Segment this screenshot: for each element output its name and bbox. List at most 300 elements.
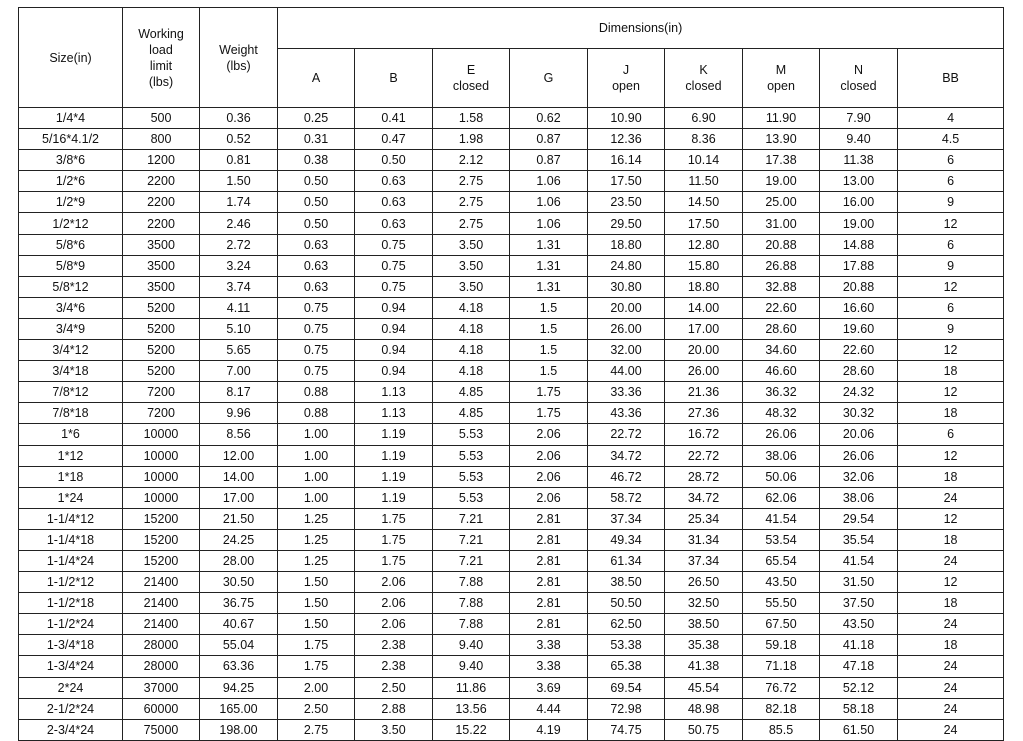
cell-b: 0.94 [355, 318, 433, 339]
cell-working-load-limit: 28000 [123, 656, 200, 677]
cell-j-open: 26.00 [588, 318, 665, 339]
cell-g: 0.87 [510, 150, 588, 171]
cell-a: 1.00 [278, 445, 355, 466]
cell-e-closed: 4.85 [433, 403, 510, 424]
cell-size: 1-1/2*24 [19, 614, 123, 635]
table-row [19, 213, 1004, 234]
cell-e-closed: 3.50 [433, 234, 510, 255]
cell-bb: 6 [898, 234, 1004, 255]
cell-weight: 21.50 [200, 508, 278, 529]
cell-working-load-limit: 15200 [123, 550, 200, 571]
cell-k-closed: 25.34 [665, 508, 743, 529]
cell-working-load-limit: 7200 [123, 382, 200, 403]
cell-m-open: 76.72 [743, 677, 820, 698]
table-row [19, 234, 1004, 255]
table-row [19, 382, 1004, 403]
cell-working-load-limit: 7200 [123, 403, 200, 424]
cell-weight: 0.52 [200, 129, 278, 150]
cell-g: 2.81 [510, 508, 588, 529]
cell-m-open: 32.88 [743, 276, 820, 297]
cell-j-open: 16.14 [588, 150, 665, 171]
cell-k-closed: 6.90 [665, 108, 743, 129]
cell-size: 1/2*12 [19, 213, 123, 234]
cell-working-load-limit: 5200 [123, 340, 200, 361]
cell-a: 1.25 [278, 529, 355, 550]
dimensions-table [18, 7, 1004, 741]
cell-a: 2.50 [278, 698, 355, 719]
cell-weight: 5.10 [200, 318, 278, 339]
cell-size: 1*6 [19, 424, 123, 445]
cell-e-closed: 2.75 [433, 213, 510, 234]
cell-bb: 9 [898, 255, 1004, 276]
cell-g: 1.06 [510, 171, 588, 192]
cell-weight: 198.00 [200, 719, 278, 740]
table-row [19, 129, 1004, 150]
cell-n-closed: 22.60 [820, 340, 898, 361]
cell-m-open: 34.60 [743, 340, 820, 361]
cell-m-open: 31.00 [743, 213, 820, 234]
cell-k-closed: 14.50 [665, 192, 743, 213]
cell-e-closed: 5.53 [433, 487, 510, 508]
cell-m-open: 41.54 [743, 508, 820, 529]
cell-k-closed: 38.50 [665, 614, 743, 635]
cell-k-closed: 34.72 [665, 487, 743, 508]
cell-size: 3/4*9 [19, 318, 123, 339]
cell-size: 5/8*6 [19, 234, 123, 255]
table-row [19, 171, 1004, 192]
cell-working-load-limit: 5200 [123, 318, 200, 339]
cell-a: 2.00 [278, 677, 355, 698]
cell-b: 0.50 [355, 150, 433, 171]
cell-a: 0.63 [278, 255, 355, 276]
cell-e-closed: 9.40 [433, 635, 510, 656]
cell-g: 1.5 [510, 318, 588, 339]
cell-size: 1-1/2*18 [19, 593, 123, 614]
cell-b: 1.13 [355, 403, 433, 424]
cell-j-open: 58.72 [588, 487, 665, 508]
cell-size: 3/4*6 [19, 297, 123, 318]
cell-weight: 94.25 [200, 677, 278, 698]
cell-working-load-limit: 15200 [123, 529, 200, 550]
cell-b: 1.19 [355, 487, 433, 508]
cell-e-closed: 5.53 [433, 466, 510, 487]
size-header: Size(in) [19, 8, 123, 108]
table-row [19, 424, 1004, 445]
cell-n-closed: 28.60 [820, 361, 898, 382]
table-row [19, 466, 1004, 487]
cell-j-open: 12.36 [588, 129, 665, 150]
cell-e-closed: 4.18 [433, 297, 510, 318]
table-row [19, 550, 1004, 571]
cell-weight: 9.96 [200, 403, 278, 424]
cell-e-closed: 4.18 [433, 361, 510, 382]
cell-working-load-limit: 75000 [123, 719, 200, 740]
cell-bb: 12 [898, 213, 1004, 234]
table-row [19, 340, 1004, 361]
table-row [19, 529, 1004, 550]
cell-a: 2.75 [278, 719, 355, 740]
cell-g: 1.31 [510, 255, 588, 276]
cell-a: 0.75 [278, 318, 355, 339]
cell-n-closed: 61.50 [820, 719, 898, 740]
table-row [19, 635, 1004, 656]
cell-b: 0.94 [355, 297, 433, 318]
cell-size: 2-3/4*24 [19, 719, 123, 740]
cell-b: 0.75 [355, 276, 433, 297]
table-row [19, 192, 1004, 213]
dim-header-m-open: M open [743, 49, 820, 108]
cell-working-load-limit: 37000 [123, 677, 200, 698]
cell-g: 2.81 [510, 572, 588, 593]
cell-n-closed: 16.00 [820, 192, 898, 213]
cell-g: 2.81 [510, 593, 588, 614]
cell-size: 1*18 [19, 466, 123, 487]
cell-k-closed: 21.36 [665, 382, 743, 403]
table-row [19, 508, 1004, 529]
table-row [19, 150, 1004, 171]
cell-a: 0.88 [278, 403, 355, 424]
cell-size: 2-1/2*24 [19, 698, 123, 719]
cell-m-open: 22.60 [743, 297, 820, 318]
cell-m-open: 26.88 [743, 255, 820, 276]
cell-m-open: 46.60 [743, 361, 820, 382]
cell-e-closed: 7.88 [433, 614, 510, 635]
cell-bb: 24 [898, 677, 1004, 698]
cell-j-open: 43.36 [588, 403, 665, 424]
cell-g: 1.5 [510, 297, 588, 318]
cell-k-closed: 16.72 [665, 424, 743, 445]
cell-n-closed: 29.54 [820, 508, 898, 529]
cell-m-open: 19.00 [743, 171, 820, 192]
cell-m-open: 59.18 [743, 635, 820, 656]
cell-weight: 12.00 [200, 445, 278, 466]
cell-bb: 12 [898, 445, 1004, 466]
dim-header-b: B [355, 49, 433, 108]
cell-j-open: 72.98 [588, 698, 665, 719]
cell-k-closed: 22.72 [665, 445, 743, 466]
cell-a: 0.75 [278, 361, 355, 382]
cell-a: 0.75 [278, 297, 355, 318]
cell-e-closed: 7.21 [433, 550, 510, 571]
cell-g: 2.06 [510, 424, 588, 445]
cell-bb: 24 [898, 487, 1004, 508]
cell-weight: 63.36 [200, 656, 278, 677]
cell-n-closed: 41.54 [820, 550, 898, 571]
cell-b: 0.63 [355, 213, 433, 234]
cell-b: 0.94 [355, 340, 433, 361]
cell-size: 7/8*12 [19, 382, 123, 403]
dimensions-group-header: Dimensions(in) [278, 8, 1004, 49]
cell-e-closed: 5.53 [433, 424, 510, 445]
cell-n-closed: 20.06 [820, 424, 898, 445]
dim-header-n-closed: N closed [820, 49, 898, 108]
cell-working-load-limit: 15200 [123, 508, 200, 529]
cell-m-open: 20.88 [743, 234, 820, 255]
cell-j-open: 23.50 [588, 192, 665, 213]
cell-n-closed: 43.50 [820, 614, 898, 635]
cell-bb: 24 [898, 614, 1004, 635]
cell-k-closed: 35.38 [665, 635, 743, 656]
cell-b: 0.63 [355, 171, 433, 192]
cell-k-closed: 14.00 [665, 297, 743, 318]
cell-n-closed: 20.88 [820, 276, 898, 297]
table-row [19, 108, 1004, 129]
cell-size: 1*12 [19, 445, 123, 466]
cell-e-closed: 2.75 [433, 171, 510, 192]
table-row [19, 677, 1004, 698]
cell-b: 1.13 [355, 382, 433, 403]
cell-m-open: 53.54 [743, 529, 820, 550]
dim-header-bb: BB [898, 49, 1004, 108]
cell-m-open: 82.18 [743, 698, 820, 719]
cell-k-closed: 27.36 [665, 403, 743, 424]
cell-e-closed: 13.56 [433, 698, 510, 719]
cell-n-closed: 38.06 [820, 487, 898, 508]
cell-weight: 2.46 [200, 213, 278, 234]
cell-bb: 12 [898, 276, 1004, 297]
cell-j-open: 30.80 [588, 276, 665, 297]
cell-a: 1.25 [278, 508, 355, 529]
cell-weight: 3.24 [200, 255, 278, 276]
cell-size: 1-1/4*18 [19, 529, 123, 550]
cell-e-closed: 3.50 [433, 276, 510, 297]
cell-working-load-limit: 10000 [123, 466, 200, 487]
cell-g: 0.62 [510, 108, 588, 129]
cell-g: 1.06 [510, 192, 588, 213]
cell-bb: 6 [898, 297, 1004, 318]
cell-a: 1.50 [278, 614, 355, 635]
cell-b: 2.06 [355, 572, 433, 593]
cell-bb: 12 [898, 382, 1004, 403]
spec-sheet [18, 7, 1003, 741]
cell-e-closed: 2.12 [433, 150, 510, 171]
cell-g: 1.31 [510, 234, 588, 255]
cell-weight: 7.00 [200, 361, 278, 382]
working-load-limit-header: Working load limit (lbs) [123, 8, 200, 108]
cell-g: 1.5 [510, 340, 588, 361]
cell-working-load-limit: 28000 [123, 635, 200, 656]
cell-a: 0.63 [278, 234, 355, 255]
cell-a: 0.50 [278, 192, 355, 213]
cell-j-open: 44.00 [588, 361, 665, 382]
cell-weight: 1.50 [200, 171, 278, 192]
cell-j-open: 17.50 [588, 171, 665, 192]
cell-j-open: 49.34 [588, 529, 665, 550]
cell-a: 1.50 [278, 593, 355, 614]
cell-size: 1-3/4*24 [19, 656, 123, 677]
table-row [19, 656, 1004, 677]
cell-b: 0.75 [355, 255, 433, 276]
cell-n-closed: 16.60 [820, 297, 898, 318]
cell-m-open: 67.50 [743, 614, 820, 635]
cell-a: 1.75 [278, 656, 355, 677]
cell-g: 1.5 [510, 361, 588, 382]
cell-k-closed: 41.38 [665, 656, 743, 677]
cell-e-closed: 4.85 [433, 382, 510, 403]
cell-weight: 36.75 [200, 593, 278, 614]
cell-n-closed: 11.38 [820, 150, 898, 171]
cell-e-closed: 5.53 [433, 445, 510, 466]
cell-e-closed: 7.21 [433, 529, 510, 550]
cell-working-load-limit: 10000 [123, 424, 200, 445]
cell-weight: 55.04 [200, 635, 278, 656]
cell-m-open: 38.06 [743, 445, 820, 466]
cell-bb: 12 [898, 340, 1004, 361]
cell-working-load-limit: 3500 [123, 234, 200, 255]
cell-g: 1.06 [510, 213, 588, 234]
cell-a: 0.31 [278, 129, 355, 150]
cell-working-load-limit: 800 [123, 129, 200, 150]
cell-bb: 18 [898, 635, 1004, 656]
cell-k-closed: 37.34 [665, 550, 743, 571]
cell-working-load-limit: 21400 [123, 614, 200, 635]
cell-working-load-limit: 2200 [123, 171, 200, 192]
cell-n-closed: 13.00 [820, 171, 898, 192]
cell-n-closed: 30.32 [820, 403, 898, 424]
cell-e-closed: 1.98 [433, 129, 510, 150]
cell-b: 2.06 [355, 614, 433, 635]
cell-k-closed: 15.80 [665, 255, 743, 276]
cell-j-open: 38.50 [588, 572, 665, 593]
cell-m-open: 26.06 [743, 424, 820, 445]
cell-n-closed: 14.88 [820, 234, 898, 255]
cell-g: 2.81 [510, 614, 588, 635]
cell-j-open: 29.50 [588, 213, 665, 234]
cell-bb: 24 [898, 698, 1004, 719]
cell-n-closed: 9.40 [820, 129, 898, 150]
cell-weight: 40.67 [200, 614, 278, 635]
cell-g: 4.44 [510, 698, 588, 719]
cell-bb: 24 [898, 719, 1004, 740]
cell-j-open: 34.72 [588, 445, 665, 466]
cell-a: 0.50 [278, 171, 355, 192]
table-header [19, 8, 1004, 108]
cell-e-closed: 7.88 [433, 593, 510, 614]
cell-bb: 18 [898, 361, 1004, 382]
cell-a: 1.00 [278, 424, 355, 445]
cell-b: 1.19 [355, 424, 433, 445]
cell-k-closed: 8.36 [665, 129, 743, 150]
cell-g: 1.75 [510, 382, 588, 403]
cell-working-load-limit: 10000 [123, 445, 200, 466]
table-row [19, 572, 1004, 593]
cell-bb: 4.5 [898, 129, 1004, 150]
cell-e-closed: 15.22 [433, 719, 510, 740]
cell-k-closed: 20.00 [665, 340, 743, 361]
cell-size: 1/2*6 [19, 171, 123, 192]
cell-size: 5/8*9 [19, 255, 123, 276]
cell-j-open: 65.38 [588, 656, 665, 677]
table-row [19, 297, 1004, 318]
cell-m-open: 36.32 [743, 382, 820, 403]
cell-g: 0.87 [510, 129, 588, 150]
cell-bb: 18 [898, 403, 1004, 424]
table-row [19, 361, 1004, 382]
cell-e-closed: 7.88 [433, 572, 510, 593]
cell-a: 1.00 [278, 466, 355, 487]
cell-bb: 4 [898, 108, 1004, 129]
cell-n-closed: 37.50 [820, 593, 898, 614]
cell-b: 1.75 [355, 529, 433, 550]
cell-weight: 0.81 [200, 150, 278, 171]
cell-n-closed: 47.18 [820, 656, 898, 677]
cell-j-open: 18.80 [588, 234, 665, 255]
cell-working-load-limit: 2200 [123, 192, 200, 213]
cell-g: 1.31 [510, 276, 588, 297]
cell-size: 5/16*4.1/2 [19, 129, 123, 150]
cell-a: 0.38 [278, 150, 355, 171]
cell-n-closed: 19.60 [820, 318, 898, 339]
cell-g: 2.81 [510, 550, 588, 571]
cell-n-closed: 58.18 [820, 698, 898, 719]
cell-g: 3.69 [510, 677, 588, 698]
cell-k-closed: 11.50 [665, 171, 743, 192]
cell-bb: 9 [898, 192, 1004, 213]
cell-bb: 6 [898, 171, 1004, 192]
cell-m-open: 50.06 [743, 466, 820, 487]
table-row [19, 445, 1004, 466]
cell-weight: 8.56 [200, 424, 278, 445]
cell-g: 2.06 [510, 466, 588, 487]
cell-m-open: 11.90 [743, 108, 820, 129]
cell-weight: 2.72 [200, 234, 278, 255]
cell-e-closed: 2.75 [433, 192, 510, 213]
cell-e-closed: 11.86 [433, 677, 510, 698]
cell-m-open: 62.06 [743, 487, 820, 508]
table-row [19, 255, 1004, 276]
cell-j-open: 69.54 [588, 677, 665, 698]
cell-n-closed: 7.90 [820, 108, 898, 129]
cell-b: 1.75 [355, 550, 433, 571]
table-body [19, 108, 1004, 741]
cell-n-closed: 19.00 [820, 213, 898, 234]
cell-working-load-limit: 21400 [123, 593, 200, 614]
cell-working-load-limit: 21400 [123, 572, 200, 593]
table-row [19, 698, 1004, 719]
cell-a: 1.25 [278, 550, 355, 571]
cell-k-closed: 50.75 [665, 719, 743, 740]
table-row [19, 719, 1004, 740]
cell-b: 2.38 [355, 656, 433, 677]
cell-working-load-limit: 10000 [123, 487, 200, 508]
cell-e-closed: 4.18 [433, 318, 510, 339]
cell-g: 3.38 [510, 635, 588, 656]
cell-m-open: 48.32 [743, 403, 820, 424]
cell-size: 7/8*18 [19, 403, 123, 424]
cell-g: 2.06 [510, 445, 588, 466]
cell-bb: 6 [898, 150, 1004, 171]
cell-b: 3.50 [355, 719, 433, 740]
cell-j-open: 61.34 [588, 550, 665, 571]
cell-b: 0.94 [355, 361, 433, 382]
cell-weight: 28.00 [200, 550, 278, 571]
cell-size: 1-1/4*24 [19, 550, 123, 571]
cell-j-open: 74.75 [588, 719, 665, 740]
weight-header: Weight (lbs) [200, 8, 278, 108]
dim-header-a: A [278, 49, 355, 108]
cell-g: 3.38 [510, 656, 588, 677]
cell-j-open: 22.72 [588, 424, 665, 445]
table-row [19, 403, 1004, 424]
cell-k-closed: 48.98 [665, 698, 743, 719]
cell-m-open: 71.18 [743, 656, 820, 677]
cell-m-open: 25.00 [743, 192, 820, 213]
cell-weight: 3.74 [200, 276, 278, 297]
cell-n-closed: 26.06 [820, 445, 898, 466]
cell-size: 1/2*9 [19, 192, 123, 213]
cell-size: 3/8*6 [19, 150, 123, 171]
cell-j-open: 33.36 [588, 382, 665, 403]
